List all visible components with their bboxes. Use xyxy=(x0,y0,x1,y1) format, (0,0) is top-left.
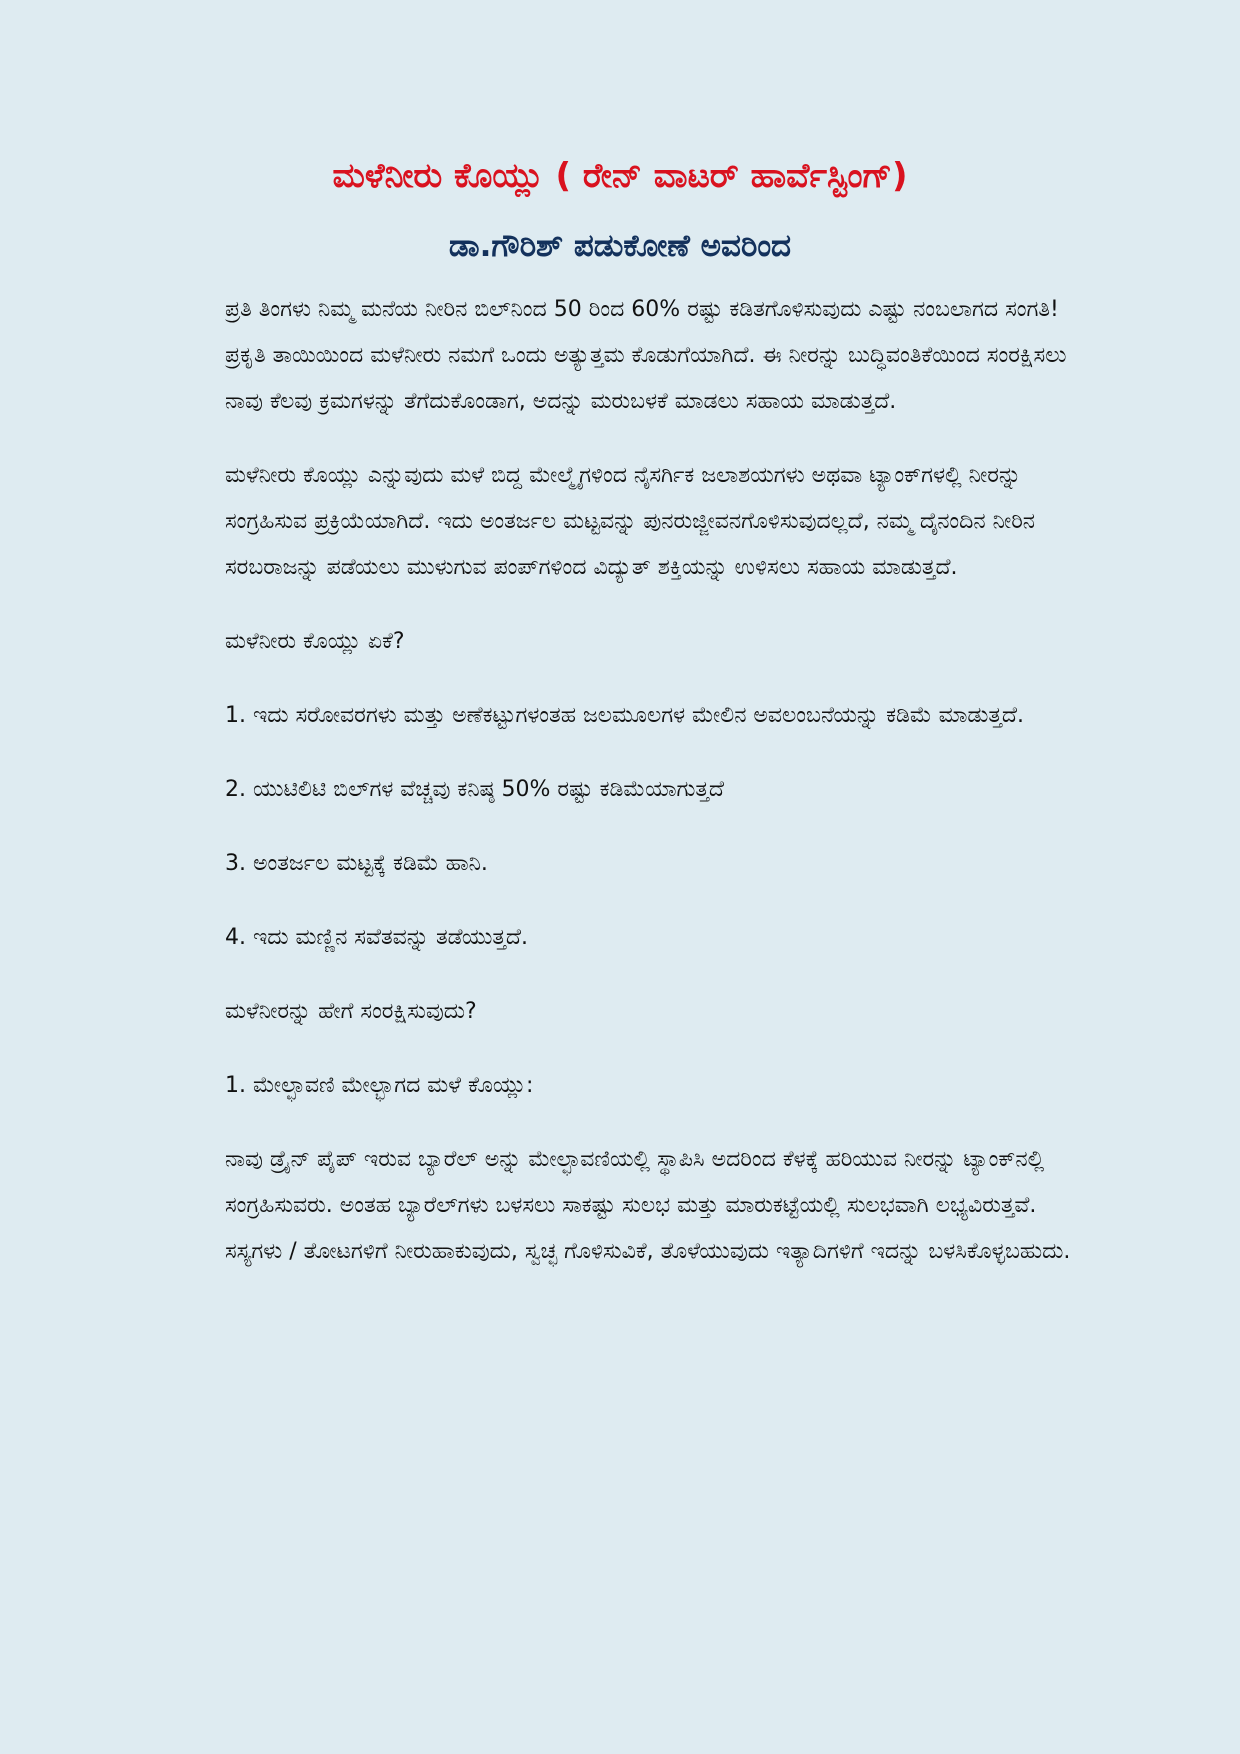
list-item: 4. ಇದು ಮಣ್ಣಿನ ಸವೆತವನ್ನು ತಡೆಯುತ್ತದೆ. xyxy=(225,925,528,950)
author-line: ಡಾ.ಗೌರಿಶ್ ಪಡುಕೋಣೆ ಅವರಿಂದ xyxy=(448,228,792,264)
method-paragraph: ನಾವು ಡ್ರೈನ್ ಪೈಪ್ ಇರುವ ಬ್ಯಾರೆಲ್ ಅನ್ನು ಮೇಲ್ಛಾವಣಿಯಲ್ಲಿ ಸ್ಥಾಪಿಸಿ ಅದರಿಂದ ಕೆಳಕ್ಕೆ ಹರಿಯುವ ನೀರನ್ನು ಟ್ಯಾಂಕ್‌ನಲ್ಲಿ ಸಂಗ್ರಹಿಸುವರು. ಅಂತಹ ಬ್ಯಾರೆಲ್‌ಗಳು ಬಳಸಲು ಸಾಕಷ್ಟು ಸುಲಭ ಮತ್ತು ಮಾರುಕಟ್ಟೆಯಲ್ಲಿ ಸುಲಭವಾಗಿ ಲಭ್ಯವಿರುತ್ತವೆ. ಸಸ್ಯಗಳು / ತೋಟಗಳಿಗೆ ನೀರುಹಾಕುವುದು, ಸ್ವಚ್ಛ ಗೊಳಿಸುವಿಕೆ, ತೊಳೆಯುವುದು ಇತ್ಯಾದಿಗಳಿಗೆ ಇದನ್ನು ಬಳಸಿಕೊಳ್ಳಬಹುದು. xyxy=(225,1147,1071,1264)
definition-paragraph: ಮಳೆನೀರು ಕೊಯ್ಲು ಎನ್ನುವುದು ಮಳೆ ಬಿದ್ದ ಮೇಲ್ಮೈಗಳಿಂದ ನೈಸರ್ಗಿಕ ಜಲಾಶಯಗಳು ಅಥವಾ ಟ್ಯಾಂಕ್‌ಗಳಲ್ಲಿ ನೀರನ್ನು ಸಂಗ್ರಹಿಸುವ ಪ್ರಕ್ರಿಯೆಯಾಗಿದೆ. ಇದು ಅಂತರ್ಜಲ ಮಟ್ಟವನ್ನು ಪುನರುಜ್ಜೀವನಗೊಳಿಸುವುದಲ್ಲದೆ, ನಮ್ಮ ದೈನಂದಿನ ನೀರಿನ ಸರಬರಾಜನ್ನು ಪಡೆಯಲು ಮುಳುಗುವ ಪಂಪ್‌ಗಳಿಂದ ವಿದ್ಯುತ್ ಶಕ್ತಿಯನ್ನು ಉಳಿಸಲು ಸಹಾಯ ಮಾಡುತ್ತದೆ. xyxy=(225,463,1036,580)
document-title: ಮಳೆನೀರು ಕೊಯ್ಲು ( ರೇನ್ ವಾಟರ್ ಹಾರ್ವೆಸ್ಟಿಂಗ್) xyxy=(332,156,908,196)
list-item: 3. ಅಂತರ್ಜಲ ಮಟ್ಟಕ್ಕೆ ಕಡಿಮೆ ಹಾನಿ. xyxy=(225,851,488,876)
method-heading: 1. ಮೇಲ್ಛಾವಣಿ ಮೇಲ್ಭಾಗದ ಮಳೆ ಕೊಯ್ಲು: xyxy=(225,1073,534,1098)
list-item: 1. ಇದು ಸರೋವರಗಳು ಮತ್ತು ಅಣೆಕಟ್ಟುಗಳಂತಹ ಜಲಮೂಲಗಳ ಮೇಲಿನ ಅವಲಂಬನೆಯನ್ನು ಕಡಿಮೆ ಮಾಡುತ್ತದೆ. xyxy=(225,703,1024,728)
document-body xyxy=(225,287,1095,1275)
why-heading: ಮಳೆನೀರು ಕೊಯ್ಲು ಏಕೆ? xyxy=(225,629,405,654)
intro-paragraph: ಪ್ರತಿ ತಿಂಗಳು ನಿಮ್ಮ ಮನೆಯ ನೀರಿನ ಬಿಲ್‌ನಿಂದ 50 ರಿಂದ 60% ರಷ್ಟು ಕಡಿತಗೊಳಿಸುವುದು ಎಷ್ಟು ನಂಬಲಾಗದ ಸಂಗತಿ! ಪ್ರಕೃತಿ ತಾಯಿಯಿಂದ ಮಳೆನೀರು ನಮಗೆ ಒಂದು ಅತ್ಯುತ್ತಮ ಕೊಡುಗೆಯಾಗಿದೆ. ಈ ನೀರನ್ನು ಬುದ್ಧಿವಂತಿಕೆಯಿಂದ ಸಂರಕ್ಷಿಸಲು ನಾವು ಕೆಲವು ಕ್ರಮಗಳನ್ನು ತೆಗೆದುಕೊಂಡಾಗ, ಅದನ್ನು ಮರುಬಳಕೆ ಮಾಡಲು ಸಹಾಯ ಮಾಡುತ್ತದೆ. xyxy=(225,297,1067,414)
list-item: 2. ಯುಟಿಲಿಟಿ ಬಿಲ್‌ಗಳ ವೆಚ್ಚವು ಕನಿಷ್ಠ 50% ರಷ್ಟು ಕಡಿಮೆಯಾಗುತ್ತದೆ xyxy=(225,777,724,802)
how-heading: ಮಳೆನೀರನ್ನು ಹೇಗೆ ಸಂರಕ್ಷಿಸುವುದು? xyxy=(225,999,477,1024)
